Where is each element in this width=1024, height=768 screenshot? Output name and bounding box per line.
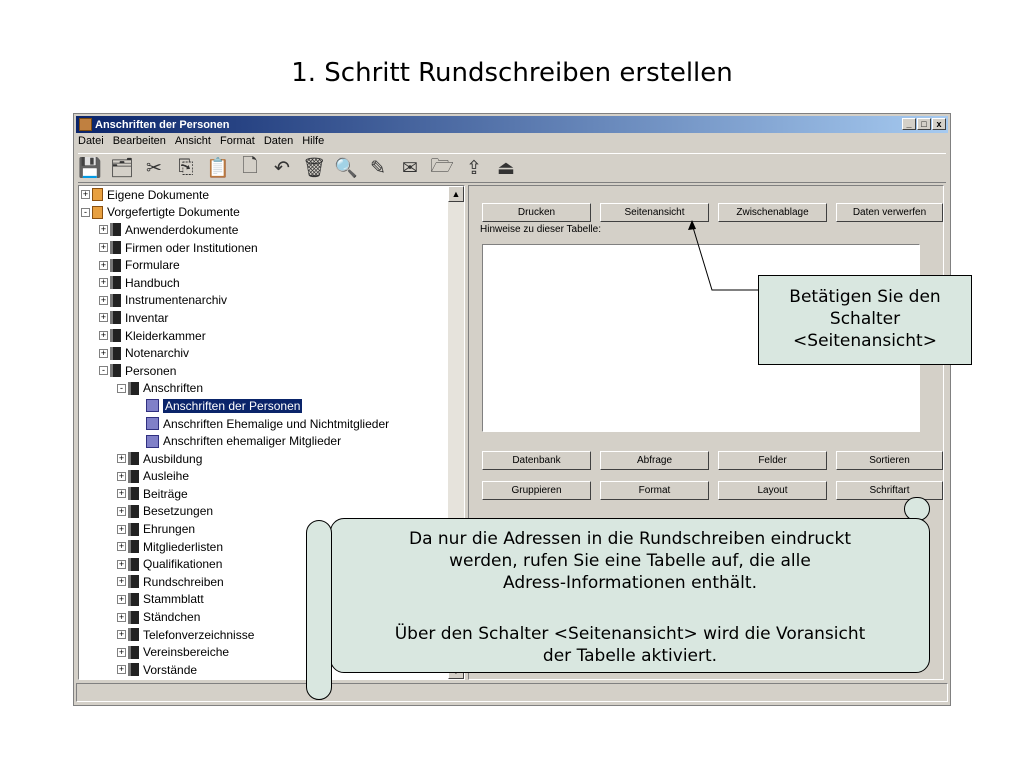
expand-icon[interactable]: + <box>118 541 125 552</box>
callout-line: <Seitenansicht> <box>793 331 937 351</box>
felder-button[interactable]: Felder <box>718 451 827 470</box>
gruppieren-button[interactable]: Gruppieren <box>482 481 591 500</box>
tree-item-label: Firmen oder Institutionen <box>125 240 258 255</box>
cut-icon[interactable]: ✂ <box>146 157 162 179</box>
tree-item-label: Ausleihe <box>143 469 190 484</box>
tree-item-label: Stammblatt <box>143 592 204 607</box>
seitenansicht-button[interactable]: Seitenansicht <box>600 203 709 222</box>
new-icon[interactable]: 🗋 <box>242 156 258 177</box>
tree-item-label: Vorgefertigte Dokumente <box>107 205 240 220</box>
tree-item-label: Anschriften Ehemalige und Nichtmitglieder <box>163 416 390 431</box>
tree-item-label: Handbuch <box>125 275 180 290</box>
expand-icon[interactable]: + <box>118 593 125 604</box>
tree-item-label: Mitgliederlisten <box>143 539 224 554</box>
scroll-up-icon[interactable]: ▲ <box>448 186 464 202</box>
note-line: Adress-Informationen enthält. <box>503 573 757 593</box>
datenbank-button[interactable]: Datenbank <box>482 451 591 470</box>
expand-icon[interactable]: + <box>100 224 107 235</box>
note-line: der Tabelle aktiviert. <box>542 646 718 666</box>
tree-item-label: Kleiderkammer <box>125 328 206 343</box>
maximize-button[interactable]: □ <box>917 118 931 130</box>
expand-icon[interactable]: + <box>118 488 125 499</box>
close-button[interactable]: x <box>932 118 946 130</box>
menu-hilfe[interactable]: Hilfe <box>302 135 325 147</box>
abfrage-button[interactable]: Abfrage <box>600 451 709 470</box>
tree-item-label: Qualifikationen <box>143 557 223 572</box>
collapse-icon[interactable]: - <box>81 208 90 217</box>
hint-label: Hinweise zu dieser Tabelle: <box>480 224 601 235</box>
note-line: werden, rufen Sie eine Tabelle auf, die alle <box>449 551 811 571</box>
zwischenablage-button[interactable]: Zwischenablage <box>718 203 827 222</box>
expand-icon[interactable]: + <box>118 470 125 481</box>
expand-icon[interactable]: + <box>118 558 125 569</box>
expand-icon[interactable]: + <box>100 259 107 270</box>
copy-icon[interactable]: ⎘ <box>178 157 194 178</box>
drucken-button[interactable]: Drucken <box>482 203 591 222</box>
schriftart-button[interactable]: Schriftart <box>836 481 943 500</box>
save-all-icon[interactable]: 🗂 <box>110 158 135 179</box>
menu-bearbeiten[interactable]: Bearbeiten <box>112 135 166 147</box>
edit-icon[interactable]: ✎ <box>370 157 386 179</box>
expand-icon[interactable]: + <box>100 277 107 288</box>
scroll-note <box>330 518 930 673</box>
expand-icon[interactable]: + <box>100 294 107 305</box>
tree-item-label: Anschriften <box>143 381 204 396</box>
tree-item-label: Vereinsbereiche <box>143 645 230 660</box>
delete-icon[interactable]: 🗑 <box>302 158 327 179</box>
tree-item-label: Personen <box>125 363 177 378</box>
expand-icon[interactable]: + <box>118 453 125 464</box>
expand-icon[interactable]: + <box>118 646 125 657</box>
expand-icon[interactable]: + <box>118 611 125 622</box>
menu-format[interactable]: Format <box>219 135 255 147</box>
tree-item-label: Rundschreiben <box>143 574 224 589</box>
tree-item-label: Besetzungen <box>143 504 214 519</box>
callout-box <box>758 275 972 365</box>
expand-icon[interactable]: + <box>118 664 125 675</box>
expand-icon[interactable]: + <box>118 523 125 534</box>
tree-item-label: Beiträge <box>143 486 188 501</box>
minimize-button[interactable]: _ <box>902 118 916 130</box>
undo-icon[interactable]: ↶ <box>274 157 290 179</box>
tree-item-label: Instrumentenarchiv <box>125 293 228 308</box>
layout-button[interactable]: Layout <box>718 481 827 500</box>
tree-item-label: Anschriften der Personen <box>165 398 301 413</box>
menu-datei[interactable]: Datei <box>78 135 104 147</box>
new-record-icon[interactable]: ✉ <box>402 157 418 179</box>
menu-daten[interactable]: Daten <box>263 135 294 147</box>
find-icon[interactable]: 🔍 <box>334 158 358 179</box>
save-icon[interactable]: 💾 <box>78 158 102 179</box>
callout-line: Schalter <box>829 309 901 329</box>
tree-item-label: Vorstände <box>143 662 198 677</box>
note-line: Da nur die Adressen in die Rundschreiben eindruckt <box>408 529 852 549</box>
menu-ansicht[interactable]: Ansicht <box>174 135 211 147</box>
tree-item-label: Ehrungen <box>143 522 196 537</box>
collapse-icon[interactable]: - <box>117 384 126 393</box>
slide-title: 1. Schritt Rundschreiben erstellen <box>291 58 733 88</box>
tree-item-label: Telefonverzeichnisse <box>143 627 255 642</box>
expand-icon[interactable]: + <box>82 189 89 200</box>
tree-item-label: Notenarchiv <box>125 346 190 361</box>
open-icon[interactable]: ⇪ <box>466 157 482 179</box>
expand-icon[interactable]: + <box>118 576 125 587</box>
expand-icon[interactable]: + <box>100 242 107 253</box>
folder-icon[interactable]: 🗁 <box>430 156 454 177</box>
tree-item-label: Ausbildung <box>143 451 203 466</box>
tree-item-label: Ständchen <box>143 610 201 625</box>
paste-icon[interactable]: 📋 <box>206 158 230 179</box>
note-line: Über den Schalter <Seitenansicht> wird die Voransicht <box>394 624 866 644</box>
expand-icon[interactable]: + <box>100 347 107 358</box>
expand-icon[interactable]: + <box>100 312 107 323</box>
callout-line: Betätigen Sie den <box>789 287 941 307</box>
tree-item-label: Anwenderdokumente <box>125 222 239 237</box>
tree-item-label: Eigene Dokumente <box>107 187 210 202</box>
scroll-roll-left <box>306 520 332 700</box>
window-title: Anschriften der Personen <box>95 118 230 131</box>
tree-item-label: Formulare <box>125 258 180 273</box>
tree-item-label: Inventar <box>125 310 169 325</box>
expand-icon[interactable]: + <box>118 505 125 516</box>
exit-icon[interactable]: ⏏ <box>497 157 515 179</box>
daten-verwerfen-button[interactable]: Daten verwerfen <box>836 203 943 222</box>
collapse-icon[interactable]: - <box>99 366 108 375</box>
expand-icon[interactable]: + <box>118 629 125 640</box>
sortieren-button[interactable]: Sortieren <box>836 451 943 470</box>
tree-item-label: Anschriften ehemaliger Mitglieder <box>163 434 342 449</box>
expand-icon[interactable]: + <box>100 330 107 341</box>
format-button[interactable]: Format <box>600 481 709 500</box>
